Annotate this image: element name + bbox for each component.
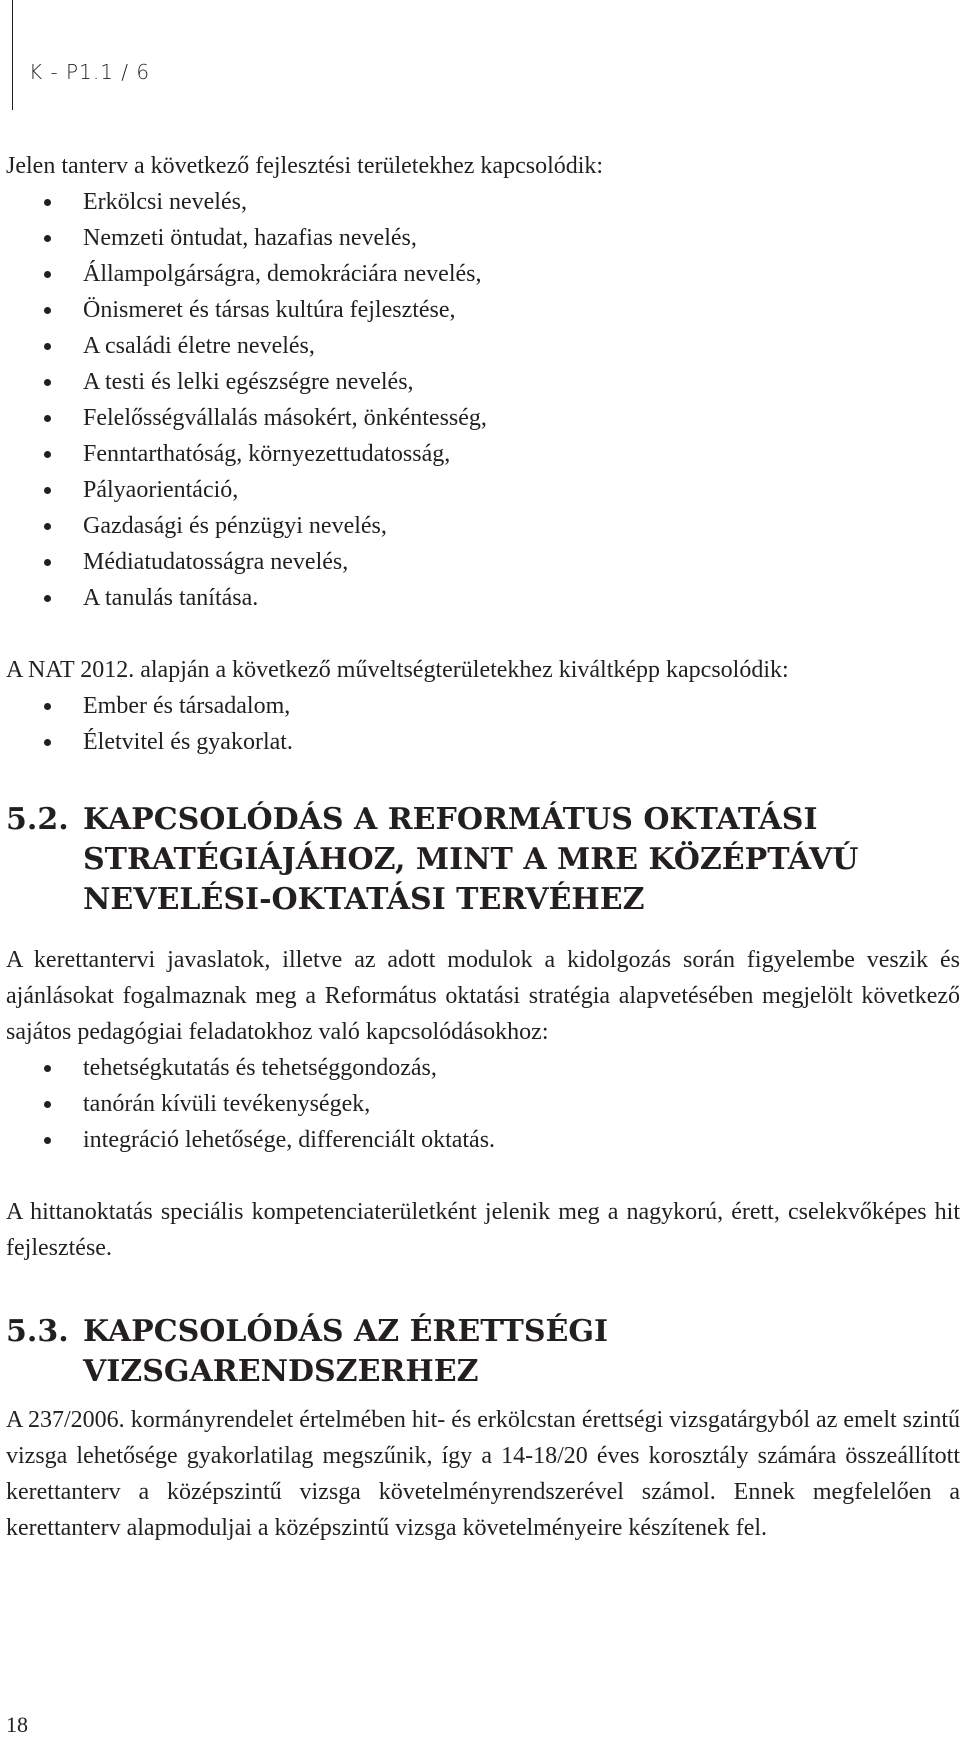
list-item: integráció lehetősége, differenciált oktatás. bbox=[6, 1122, 960, 1158]
list-item: Életvitel és gyakorlat. bbox=[6, 724, 960, 760]
page-number: 18 bbox=[6, 1712, 28, 1737]
list-item: tanórán kívüli tevékenységek, bbox=[6, 1086, 960, 1122]
section-5-2-paragraph: A kerettantervi javaslatok, illetve az adott modulok a kidolgozás során figyelembe veszik és ajánlásokat fogalmaznak meg a Református oktatási stratégia alapvetésében megjelölt következő sajátos pedagógiai feladatokhoz való kapcsolódásokhoz: bbox=[6, 947, 960, 1045]
list-item: A családi életre nevelés, bbox=[6, 328, 960, 364]
list-item: Ember és társadalom, bbox=[6, 688, 960, 724]
section-title: KAPCSOLÓDÁS A REFORMÁTUS OKTATÁSI STRATÉGIÁJÁHOZ, MINT A MRE KÖZÉPTÁVÚ NEVELÉSI-OKTATÁSI TERVÉHEZ bbox=[83, 802, 859, 917]
section-number: 5.2. bbox=[6, 802, 69, 837]
list-item: Állampolgárságra, demokráciára nevelés, bbox=[6, 256, 960, 292]
margin-rule bbox=[12, 0, 13, 110]
nat-lead: A NAT 2012. alapján a következő műveltségterületekhez kiváltképp kapcsolódik: bbox=[6, 657, 789, 683]
list-item: A tanulás tanítása. bbox=[6, 580, 960, 616]
section-5-2-closing-paragraph: A hittanoktatás speciális kompetenciaterületként jelenik meg a nagykorú, érett, cselekvőképes hit fejlesztése. bbox=[6, 1199, 960, 1261]
list-item: Önismeret és társas kultúra fejlesztése, bbox=[6, 292, 960, 328]
section-number: 5.3. bbox=[6, 1314, 69, 1349]
development-areas-list bbox=[6, 184, 960, 616]
list-item: Pályaorientáció, bbox=[6, 472, 960, 508]
list-item: Erkölcsi nevelés, bbox=[6, 184, 960, 220]
section-heading-5-3 bbox=[6, 1312, 960, 1392]
section-heading-5-2 bbox=[6, 800, 960, 920]
section-5-3-paragraph: A 237/2006. kormányrendelet értelmében hit- és erkölcstan érettségi vizsgatárgyból az emelt szintű vizsga lehetősége gyakorlatilag megszűnik, így a 14-18/20 éves korosztály számára összeállított kerettanterv a középszintű vizsga követelményrendszerével számol. Ennek megfelelően a kerettanterv alapmoduljai a középszintű vizsga követelményeire készítenek fel. bbox=[6, 1407, 960, 1541]
list-item: Gazdasági és pénzügyi nevelés, bbox=[6, 508, 960, 544]
list-item: A testi és lelki egészségre nevelés, bbox=[6, 364, 960, 400]
list-item: Fenntarthatóság, környezettudatosság, bbox=[6, 436, 960, 472]
list-item: Nemzeti öntudat, hazafias nevelés, bbox=[6, 220, 960, 256]
page-body bbox=[6, 148, 960, 1546]
pedagogical-tasks-list bbox=[6, 1050, 960, 1158]
list-item: Médiatudatosságra nevelés, bbox=[6, 544, 960, 580]
list-item: tehetségkutatás és tehetséggondozás, bbox=[6, 1050, 960, 1086]
section-title: KAPCSOLÓDÁS AZ ÉRETTSÉGI VIZSGARENDSZERHEZ bbox=[83, 1314, 609, 1389]
page-code: K - P1.1 / 6 bbox=[29, 60, 151, 84]
nat-areas-list bbox=[6, 688, 960, 760]
list-item: Felelősségvállalás másokért, önkéntesség, bbox=[6, 400, 960, 436]
intro-lead: Jelen tanterv a következő fejlesztési területekhez kapcsolódik: bbox=[6, 153, 604, 179]
